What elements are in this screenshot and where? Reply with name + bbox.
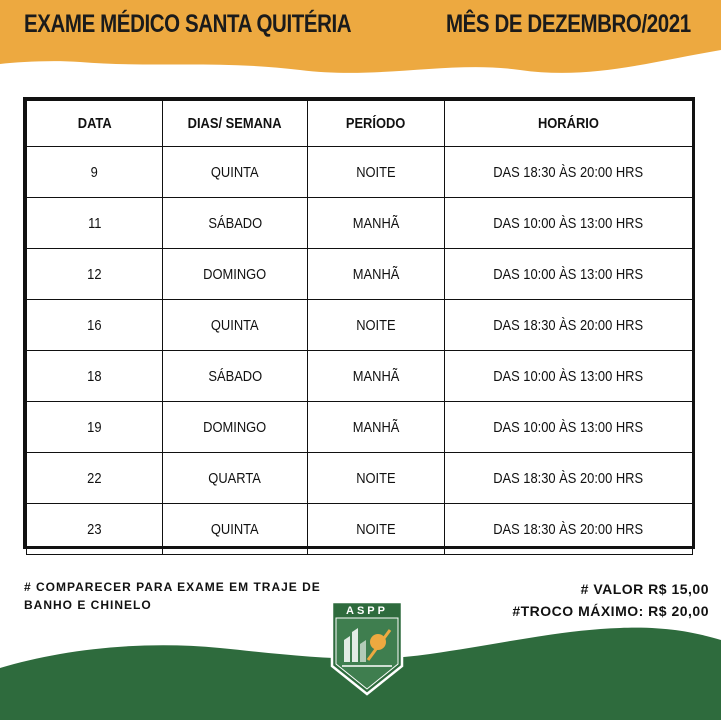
max-change: #TROCO MÁXIMO: R$ 20,00 xyxy=(512,603,709,619)
table-row xyxy=(27,300,693,351)
page-title: EXAME MÉDICO SANTA QUITÉRIA xyxy=(24,10,352,38)
cell-periodo: MANHÃ xyxy=(308,351,445,402)
cell-periodo: MANHÃ xyxy=(308,249,445,300)
column-header-data: DATA xyxy=(27,101,163,147)
cell-horario: DAS 10:00 ÀS 13:00 HRS xyxy=(445,249,693,300)
cell-periodo: NOITE xyxy=(308,453,445,504)
cell-dia-semana: QUINTA xyxy=(163,147,308,198)
cell-data: 22 xyxy=(27,453,163,504)
price-value: # VALOR R$ 15,00 xyxy=(580,581,709,597)
cell-dia-semana: SÁBADO xyxy=(163,351,308,402)
cell-horario: DAS 18:30 ÀS 20:00 HRS xyxy=(445,300,693,351)
footer-note: # COMPARECER PARA EXAME EM TRAJE DE BANHO E CHINELO xyxy=(24,580,321,612)
schedule-table xyxy=(23,97,695,549)
cell-periodo: MANHÃ xyxy=(308,402,445,453)
cell-dia-semana: DOMINGO xyxy=(163,249,308,300)
cell-periodo: NOITE xyxy=(308,147,445,198)
cell-data: 12 xyxy=(27,249,163,300)
cell-dia-semana: DOMINGO xyxy=(163,402,308,453)
cell-periodo: MANHÃ xyxy=(308,198,445,249)
column-header-dias-semana: DIAS/ SEMANA xyxy=(163,101,308,147)
aspp-shield-logo-icon xyxy=(330,600,404,696)
cell-dia-semana: QUARTA xyxy=(163,453,308,504)
table-row xyxy=(27,351,693,402)
cell-data: 23 xyxy=(27,504,163,555)
table-header-row xyxy=(27,101,693,147)
cell-horario: DAS 18:30 ÀS 20:00 HRS xyxy=(445,504,693,555)
column-header-horario: HORÁRIO xyxy=(445,101,693,147)
cell-horario: DAS 10:00 ÀS 13:00 HRS xyxy=(445,402,693,453)
cell-horario: DAS 18:30 ÀS 20:00 HRS xyxy=(445,453,693,504)
header xyxy=(0,0,721,56)
cell-dia-semana: QUINTA xyxy=(163,504,308,555)
table-row xyxy=(27,504,693,555)
cell-data: 11 xyxy=(27,198,163,249)
table-row xyxy=(27,147,693,198)
logo-text: ASPP xyxy=(346,605,388,617)
cell-dia-semana: SÁBADO xyxy=(163,198,308,249)
cell-horario: DAS 10:00 ÀS 13:00 HRS xyxy=(445,351,693,402)
cell-horario: DAS 18:30 ÀS 20:00 HRS xyxy=(445,147,693,198)
cell-periodo: NOITE xyxy=(308,504,445,555)
table-row xyxy=(27,402,693,453)
cell-data: 19 xyxy=(27,402,163,453)
table-row xyxy=(27,249,693,300)
cell-data: 18 xyxy=(27,351,163,402)
cell-horario: DAS 10:00 ÀS 13:00 HRS xyxy=(445,198,693,249)
month-title: MÊS DE DEZEMBRO/2021 xyxy=(446,10,691,38)
cell-periodo: NOITE xyxy=(308,300,445,351)
cell-data: 9 xyxy=(27,147,163,198)
table-row xyxy=(27,198,693,249)
column-header-periodo: PERÍODO xyxy=(308,101,445,147)
cell-dia-semana: QUINTA xyxy=(163,300,308,351)
cell-data: 16 xyxy=(27,300,163,351)
price-info xyxy=(512,578,709,622)
table-row xyxy=(27,453,693,504)
